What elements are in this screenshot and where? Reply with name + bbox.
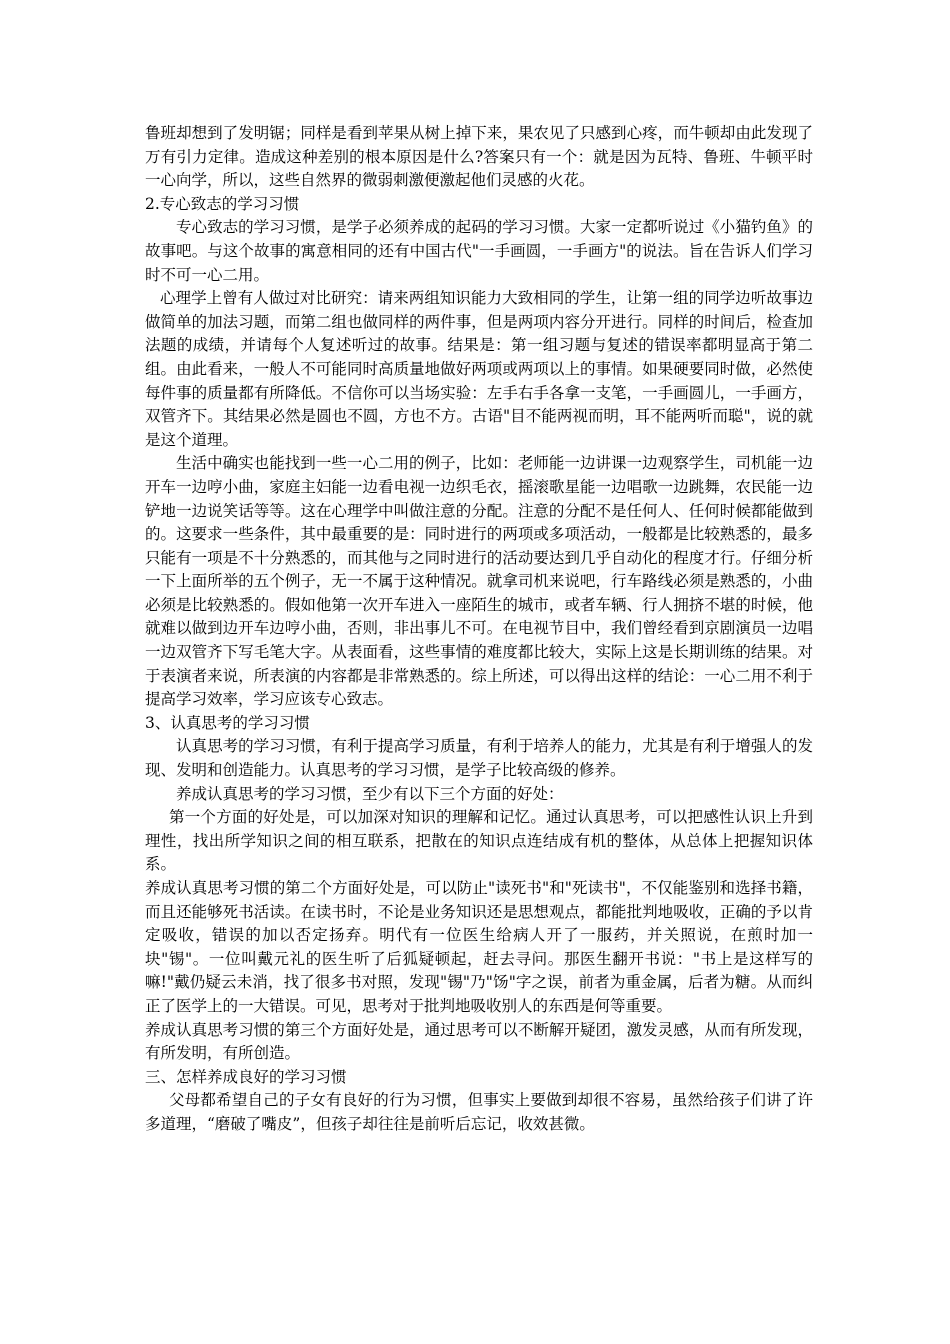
document-page — [145, 122, 813, 1137]
paragraph-parents: 父母都希望自己的子女有良好的行为习惯，但事实上要做到却很不容易，虽然给孩子们讲了许多道理，“磨破了嘴皮”，但孩子却往往是前听后忘记，收效甚微。 — [145, 1091, 813, 1133]
paragraph-three-benefits: 养成认真思考的学习习惯，至少有以下三个方面的好处： — [176, 784, 564, 803]
paragraph-psychology-study: 心理学上曾有人做过对比研究：请来两组知识能力大致相同的学生，让第一组的同学边听故事边做简单的加法习题，而第二组也做同样的两件事，但是两项内容分开进行。同样的时间后，检查加法题的成绩，并请每个人复述听过的故事。结果是：第一组习题与复述的错误率都明显高于第二组。由此看来，一般人不可能同时高质量地做好两项或两项以上的事情。如果硬要同时做，必然使每件事的质量都有所降低。不信你可以当场实验：左手右手各拿一支笔，一手画圆儿，一手画方，双管齐下。其结果必然是圆也不圆，方也不方。古语"目不能两视而明，耳不能两听而聪"，说的就是这个道理。 — [145, 289, 813, 449]
paragraph-thinking-habit: 认真思考的学习习惯，有利于提高学习质量，有利于培养人的能力，尤其是有利于增强人的发现、发明和创造能力。认真思考的学习习惯，是学子比较高级的修养。 — [145, 737, 813, 780]
heading-thinking-habit: 3、认真思考的学习习惯 — [145, 713, 310, 732]
paragraph-intro-continued: 鲁班却想到了发明锯；同样是看到苹果从树上掉下来，果农见了只感到心疼，而牛顿却由此发现了万有引力定律。造成这种差别的根本原因是什么?答案只有一个：就是因为瓦特、鲁班、牛顿平时一心向学，所以，这些自然界的微弱刺激便激起他们灵感的火花。 — [145, 124, 813, 190]
paragraph-attention-distribution: 生活中确实也能找到一些一心二用的例子，比如：老师能一边讲课一边观察学生，司机能一边开车一边哼小曲，家庭主妇能一边看电视一边织毛衣，摇滚歌星能一边唱歌一边跳舞，农民能一边铲地一边说笑话等等。这在心理学中叫做注意的分配。注意的分配不是任何人、任何时候都能做到的。这要求一些条件，其中最重要的是：同时进行的两项或多项活动，一般都是比较熟悉的，最多只能有一项是不十分熟悉的，而其他与之同时进行的活动要达到几乎自动化的程度才行。仔细分析一下上面所举的五个例子，无一不属于这种情况。就拿司机来说吧，行车路线必须是熟悉的，小曲必须是比较熟悉的。假如他第一次开车进入一座陌生的城市，或者车辆、行人拥挤不堪的时候，他就难以做到边开车边哼小曲，否则，非出事儿不可。在电视节目中，我们曾经看到京剧演员一边唱一边双管齐下写毛笔大字。从表面看，这些事情的难度都比较大，实际上这是长期训练的结果。对于表演者来说，所表演的内容都是非常熟悉的。综上所述，可以得出这样的结论：一心二用不利于提高学习效率，学习应该专心致志。 — [145, 454, 813, 709]
paragraph-benefit-one: 第一个方面的好处是，可以加深对知识的理解和记忆。通过认真思考，可以把感性认识上升到理性，找出所学知识之间的相互联系，把散在的知识点连结成有机的整体，从总体上把握知识体系。 — [145, 808, 813, 874]
heading-how-to-form-habits: 三、怎样养成良好的学习习惯 — [145, 1067, 347, 1086]
paragraph-benefit-three: 养成认真思考习惯的第三个方面好处是，通过思考可以不断解开疑团，激发灵感，从而有所发现，有所发明，有所创造。 — [145, 1020, 813, 1063]
paragraph-focus-habit: 专心致志的学习习惯，是学子必须养成的起码的学习习惯。大家一定都听说过《小猫钓鱼》的故事吧。与这个故事的寓意相同的还有中国古代"一手画圆，一手画方"的说法。旨在告诉人们学习时不可一心二用。 — [145, 218, 813, 284]
heading-focus-habit: 2.专心致志的学习习惯 — [145, 194, 300, 213]
paragraph-benefit-two: 养成认真思考习惯的第二个方面好处是，可以防止"读死书"和"死读书"，不仅能鉴别和选择书籍，而且还能够死书活读。在读书时，不论是业务知识还是思想观点，都能批判地吸收，正确的予以肯定吸收，错误的加以否定扬弃。明代有一位医生给病人开了一服药，并关照说，在煎时加一块"锡"。一位叫戴元礼的医生听了后狐疑顿起，赶去寻问。那医生翻开书说："书上是这样写的嘛!"戴仍疑云未消，找了很多书对照，发现"锡"乃"饧"字之误，前者为重金属，后者为糖。从而纠正了医学上的一大错误。可见，思考对于批判地吸收别人的东西是何等重要。 — [145, 879, 813, 1015]
